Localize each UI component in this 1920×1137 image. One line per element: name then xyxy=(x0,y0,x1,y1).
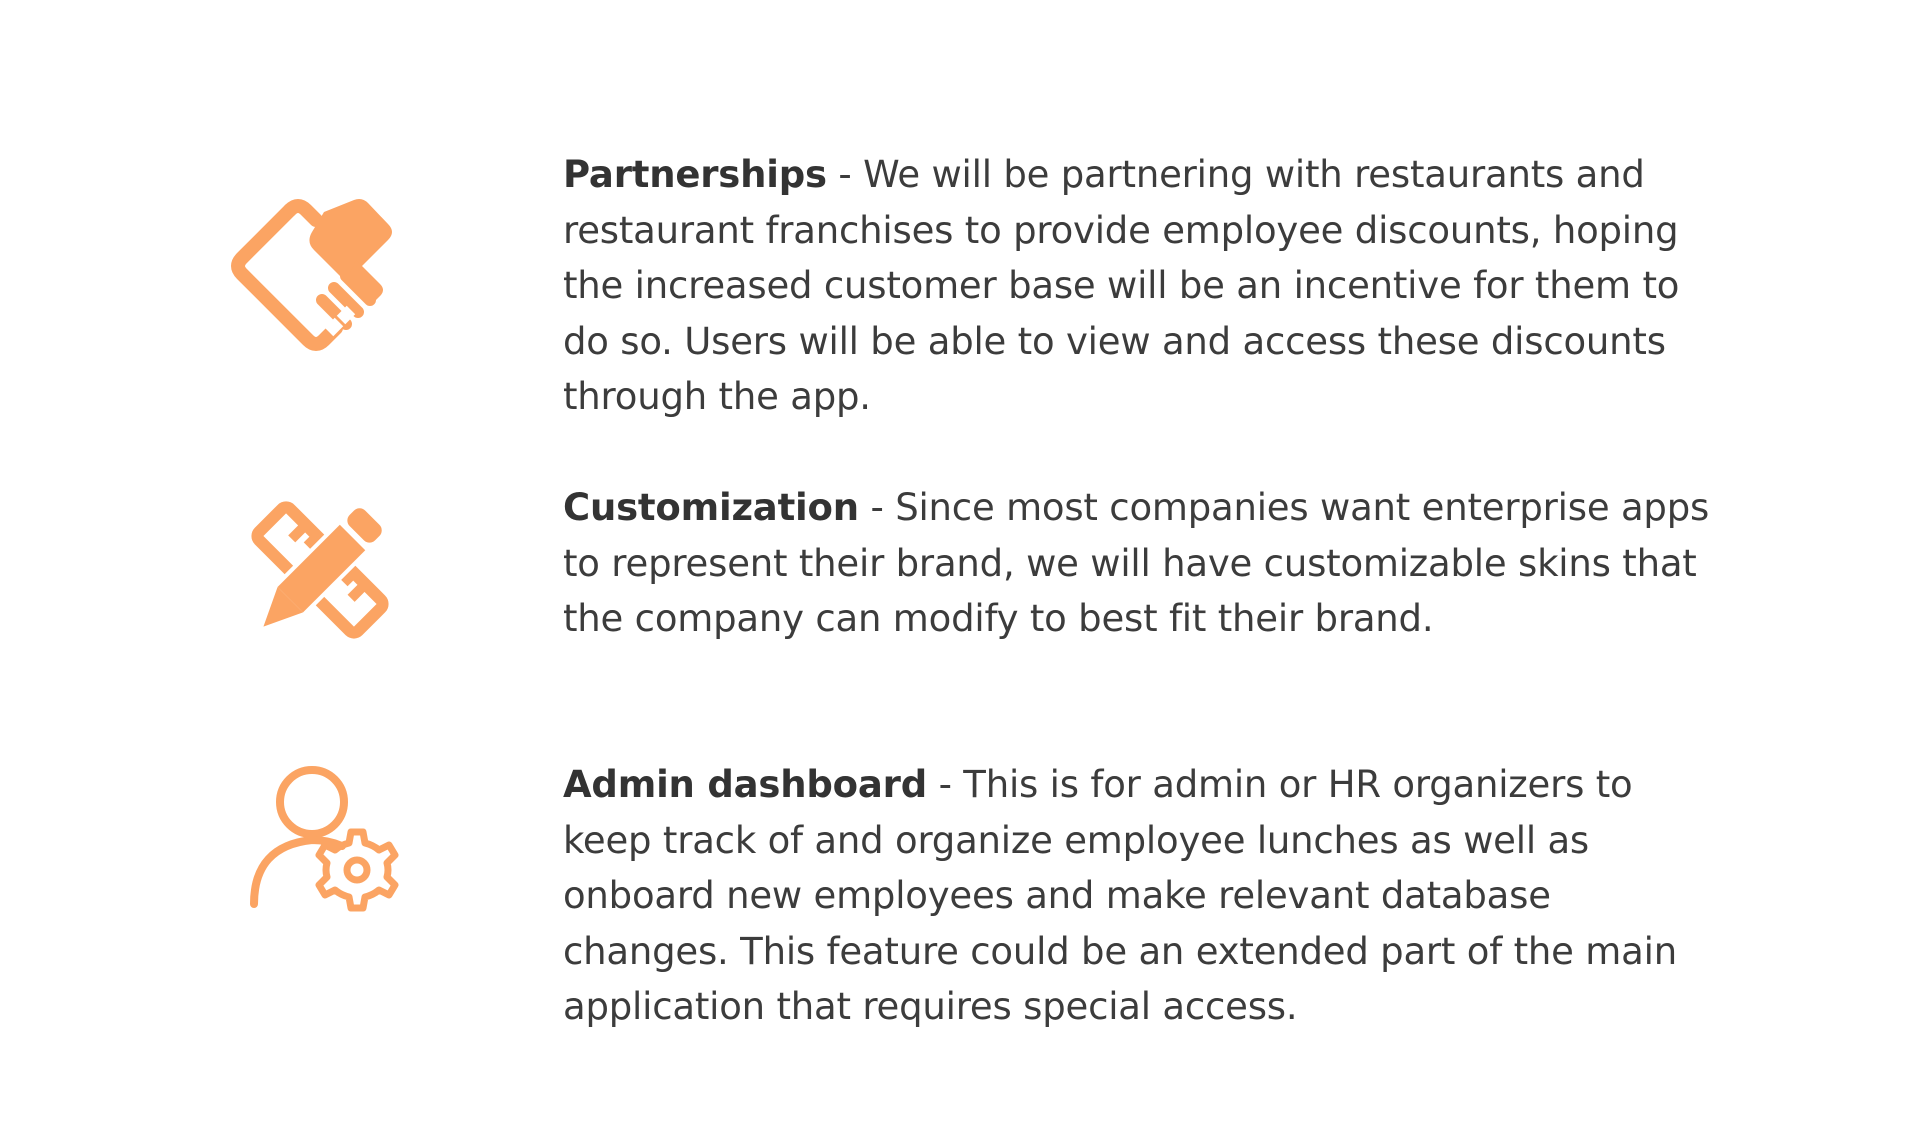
feature-text xyxy=(563,757,1713,1035)
feature-description: We will be partnering with restaurants and restaurant franchises to provide employee discounts, hoping the increased customer base will be an incentive for them to do so. Users will be able to view and access these discounts through the app. xyxy=(563,153,1680,418)
pencil-ruler-icon xyxy=(220,480,420,660)
feature-title: Admin dashboard xyxy=(563,763,928,806)
feature-text xyxy=(563,480,1713,647)
feature-separator: - xyxy=(858,486,896,529)
feature-description: Since most companies want enterprise apps to represent their brand, we will have customizable skins that the company can modify to best fit their brand. xyxy=(563,486,1710,640)
feature-description: This is for admin or HR organizers to keep track of and organize employee lunches as well as onboard new employees and make relevant database changes. This feature could be an extended part of the main application that requires special access. xyxy=(563,763,1677,1028)
feature-text xyxy=(563,147,1713,425)
user-gear-icon xyxy=(220,762,420,942)
handshake-icon xyxy=(220,192,420,372)
feature-separator: - xyxy=(927,763,964,806)
feature-title: Customization xyxy=(563,486,859,529)
feature-separator: - xyxy=(826,153,864,196)
feature-title: Partnerships xyxy=(563,153,827,196)
